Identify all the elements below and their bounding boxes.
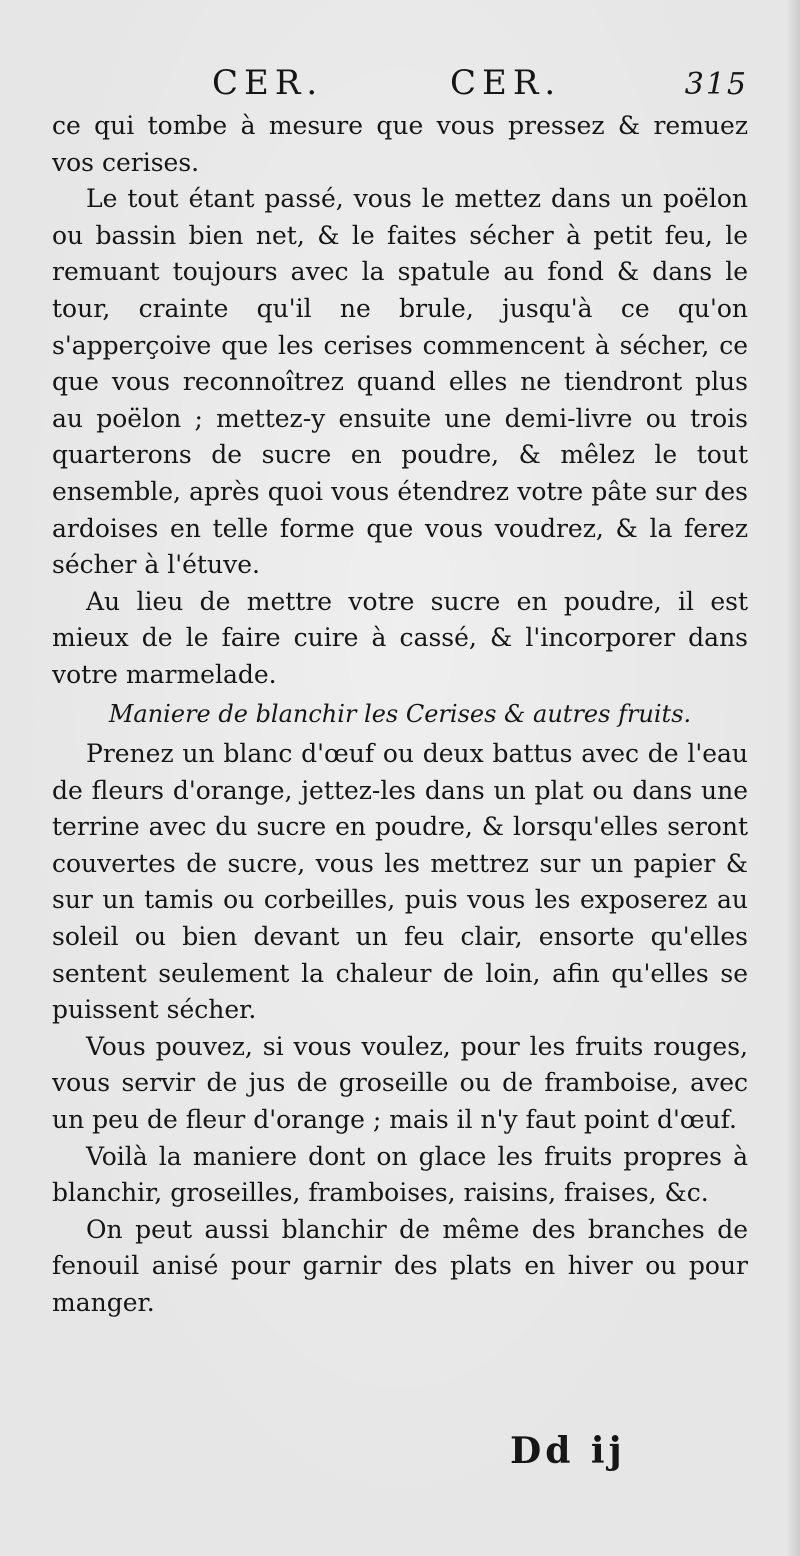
page-number: 315 <box>684 67 748 102</box>
paragraph-fennel: On peut aussi blanchir de même des branches de fenouil anisé pour garnir des plats en hiver ou pour manger. <box>52 1214 748 1317</box>
body-text <box>52 108 748 1322</box>
paragraph-sugar: Au lieu de mettre votre sucre en poudre, il est mieux de le faire cuire à cassé, & l'incorporer dans votre marmelade. <box>52 586 748 689</box>
paragraph-drying: Le tout étant passé, vous le mettez dans un poëlon ou bassin bien net, & le faites sécher à petit feu, le remuant toujours avec la spatule au fond & dans le tour, crainte qu'il ne brule, jusqu'à ce qu'on s'apperçoive que les cerises commencent à sécher, ce que vous reconnoîtrez quand elles ne tiendront plus au poëlon ; mettez-y ensuite une demi-livre ou trois quarterons de sucre en poudre, & mêlez le tout ensemble, après quoi vous étendrez votre pâte sur des ardoises en telle forme que vous voudrez, & la ferez sécher à l'étuve. <box>52 184 748 580</box>
paragraph-blanching: Prenez un blanc d'œuf ou deux battus avec de l'eau de fleurs d'orange, jettez-les dans un plat ou dans une terrine avec du sucre en poudre, & lorsqu'elles seront couvertes de sucre, vous les mettrez sur un papier & sur un tamis ou corbeilles, puis vous les exposerez au soleil ou bien devant un feu clair, ensorte qu'elles sentent seulement la chaleur de loin, afin qu'elles se puissent sécher. <box>52 739 748 1025</box>
section-heading: Maniere de blanchir les Cerises & autres fruits. <box>108 699 692 728</box>
header-right-keyword: CER. <box>450 63 562 103</box>
paragraph-red-fruits: Vous pouvez, si vous voulez, pour les fruits rouges, vous servir de jus de groseille ou de framboise, avec un peu de fleur d'orange ; mais il n'y faut point d'œuf. <box>52 1031 748 1135</box>
signature-mark: Dd ij <box>510 1430 626 1472</box>
paragraph-continuation: ce qui tombe à mesure que vous pressez & remuez vos cerises. <box>52 111 748 177</box>
page-edge-shadow <box>786 0 800 1556</box>
header-left-keyword: CER. <box>212 63 324 103</box>
paragraph-glazing: Voilà la maniere dont on glace les fruits propres à blanchir, groseilles, framboises, raisins, fraises, &c. <box>52 1141 748 1208</box>
running-header <box>52 58 748 108</box>
